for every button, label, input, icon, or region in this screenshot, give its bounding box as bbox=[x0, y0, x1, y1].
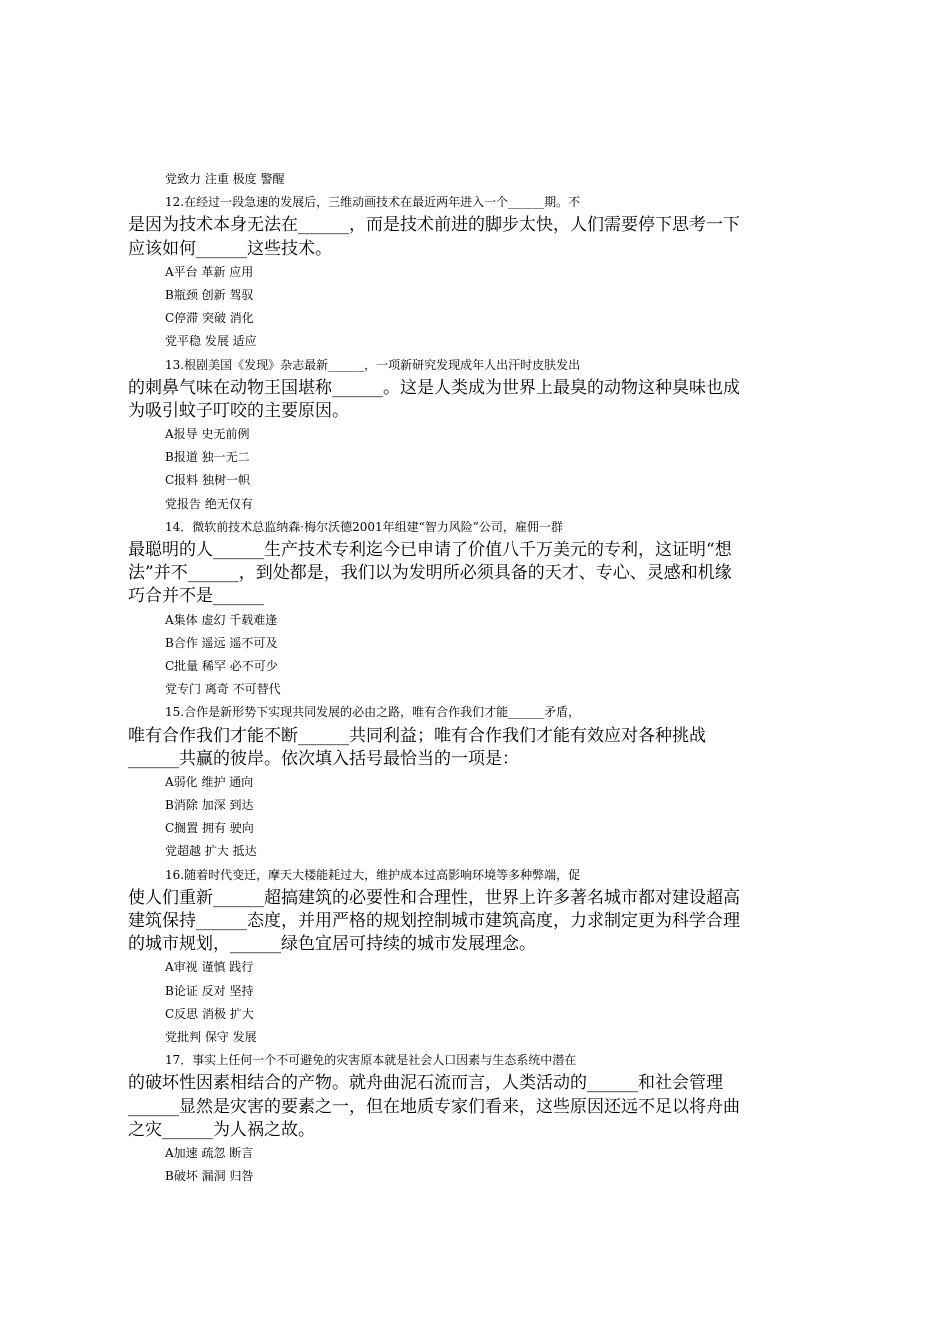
text-line: A平台 革新 应用 bbox=[165, 264, 254, 279]
text-line: 的城市规划，______绿色宜居可持续的城市发展理念。 bbox=[128, 934, 536, 955]
text-line: 14．微软前技术总监纳森·梅尔沃德2001年组建“智力风险”公司，雇佣一群 bbox=[165, 519, 563, 534]
text-line: C报料 独树一帜 bbox=[165, 473, 250, 488]
text-line: 的刺鼻气味在动物王国堪称______。这是人类成为世界上最臭的动物这种臭味也成 bbox=[128, 377, 740, 398]
text-line: A审视 谨慎 践行 bbox=[165, 960, 254, 975]
text-line: C停滞 突破 消化 bbox=[165, 311, 254, 326]
text-line: 最聪明的人______生产技术专利迄今已申请了价值八千万美元的专利，这证明“想 bbox=[128, 540, 732, 560]
text-line: ______共赢的彼岸。依次填入括号最恰当的一项是： bbox=[128, 748, 519, 769]
text-line: 法”并不______，到处都是，我们以为发明所必须具备的天才、专心、灵感和机缘 bbox=[128, 563, 732, 584]
text-line: 是因为技术本身无法在______，而是技术前进的脚步太快，人们需要停下思考一下 bbox=[128, 215, 740, 236]
text-line: A报导 史无前例 bbox=[165, 427, 250, 442]
text-line: 的破坏性因素相结合的产物。就舟曲泥石流而言，人类活动的______和社会管理 bbox=[128, 1073, 723, 1094]
text-line: 党批判 保守 发展 bbox=[165, 1029, 257, 1044]
document-page bbox=[128, 168, 830, 1188]
text-line: 应该如何______这些技术。 bbox=[128, 238, 332, 259]
text-line: ______显然是灾害的要素之一，但在地质专家们看来，这些原因还远不足以将舟曲 bbox=[128, 1096, 740, 1117]
text-line: B消除 加深 到达 bbox=[165, 798, 254, 813]
text-line: 党报告 绝无仅有 bbox=[165, 496, 253, 511]
text-line: 为吸引蚊子叮咬的主要原因。 bbox=[128, 400, 349, 421]
text-line: B论证 反对 坚持 bbox=[165, 983, 254, 998]
text-line: 唯有合作我们才能不断______共同利益；唯有合作我们才能有效应对各种挑战 bbox=[128, 725, 706, 746]
text-line: 巧合并不是______ bbox=[128, 586, 264, 607]
text-line: 党致力 注重 极度 警醒 bbox=[165, 172, 285, 186]
text-line: B报道 独一无二 bbox=[165, 450, 250, 465]
text-line: 使人们重新______超搞建筑的必要性和合理性，世界上许多著名城市都对建设超高 bbox=[128, 887, 740, 908]
text-line: A集体 虚幻 千载难逢 bbox=[165, 612, 278, 627]
text-line: C搁置 拥有 驶向 bbox=[165, 821, 254, 836]
text-line: B瓶颈 创新 驾驭 bbox=[165, 287, 254, 302]
text-line: C反思 消极 扩大 bbox=[165, 1006, 254, 1021]
text-line: B破坏 漏洞 归咎 bbox=[165, 1169, 254, 1184]
text-line: 16.随着时代变迁，摩天大楼能耗过大，维护成本过高影响环境等多种弊端，促 bbox=[165, 867, 581, 882]
text-line: 15.合作是新形势下实现共同发展的必由之路，唯有合作我们才能______矛盾， bbox=[165, 705, 581, 720]
text-line: 12.在经过一段急速的发展后，三维动画技术在最近两年进入一个______期。不 bbox=[165, 195, 581, 210]
text-line: 建筑保持______态度，并用严格的规划控制城市建筑高度，力求制定更为科学合理 bbox=[128, 911, 740, 931]
text-line: B合作 遥远 遥不可及 bbox=[165, 635, 278, 650]
text-line: 党超越 扩大 抵达 bbox=[165, 844, 257, 859]
text-line: 13.根剧美国《发现》杂志最新______，一项新研究发现成年人出汗时皮肤发出 bbox=[165, 357, 581, 372]
text-line: 之灾______为人祸之故。 bbox=[128, 1119, 315, 1140]
text-line: 17．事实上任何一个不可避免的灾害原本就是社会人口因素与生态系统中潜在 bbox=[165, 1053, 577, 1068]
text-line: A弱化 维护 通向 bbox=[165, 774, 254, 789]
text-line: A加速 疏忽 断言 bbox=[165, 1145, 254, 1160]
text-line: 党平稳 发展 适应 bbox=[165, 334, 257, 349]
text-line: C批量 稀罕 必不可少 bbox=[165, 658, 278, 673]
text-line: 党专门 离奇 不可替代 bbox=[165, 682, 281, 697]
